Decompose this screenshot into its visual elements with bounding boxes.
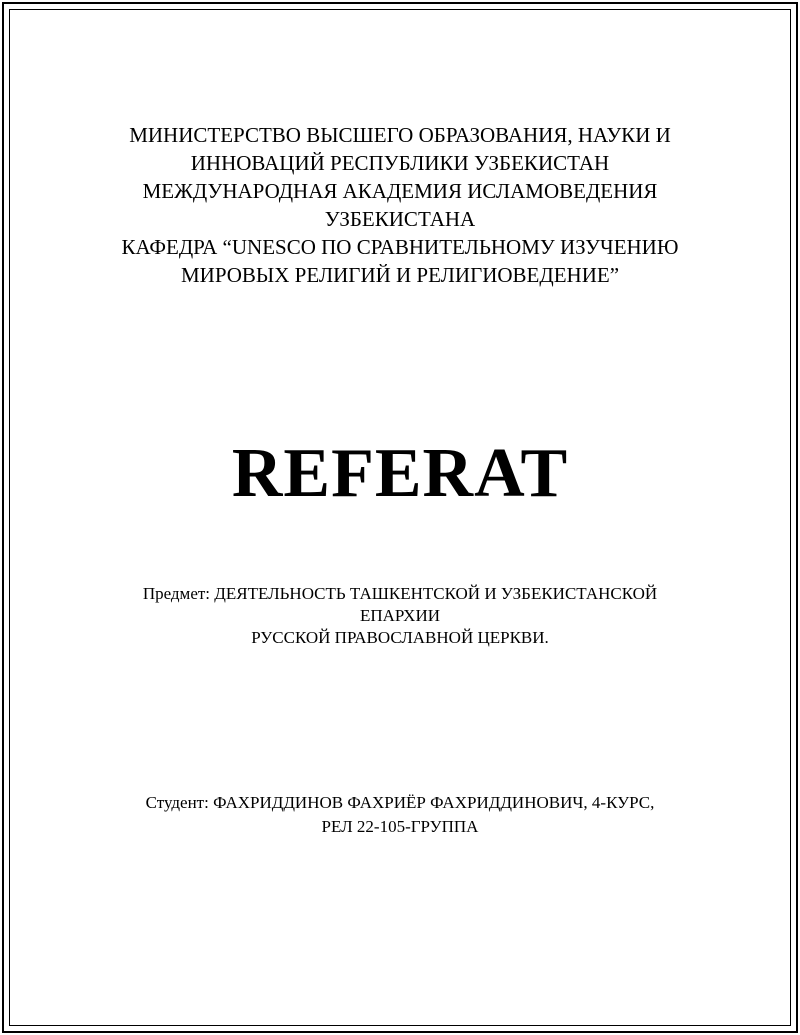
student-block <box>0 791 800 839</box>
subject-line: ЕПАРХИИ <box>359 606 441 625</box>
header-line: МЕЖДУНАРОДНАЯ АКАДЕМИЯ ИСЛАМОВЕДЕНИЯ <box>142 179 658 203</box>
header-line: КАФЕДРА “UNESCO ПО СРАВНИТЕЛЬНОМУ ИЗУЧЕНИЮ <box>121 235 679 259</box>
student-line: РЕЛ 22-105-ГРУППА <box>321 817 479 836</box>
subject-line: Предмет: ДЕЯТЕЛЬНОСТЬ ТАШКЕНТСКОЙ И УЗБЕКИСТАНСКОЙ <box>142 584 658 603</box>
header-line: МИНИСТЕРСТВО ВЫСШЕГО ОБРАЗОВАНИЯ, НАУКИ И <box>129 123 671 147</box>
header-line: МИРОВЫХ РЕЛИГИЙ И РЕЛИГИОВЕДЕНИЕ” <box>180 263 620 287</box>
header-line: УЗБЕКИСТАНА <box>324 207 476 231</box>
header-line: ИННОВАЦИЙ РЕСПУБЛИКИ УЗБЕКИСТАН <box>190 151 610 175</box>
subject-block <box>0 583 800 649</box>
document-title: REFERAT <box>231 435 569 512</box>
institution-header <box>0 121 800 289</box>
subject-line: РУССКОЙ ПРАВОСЛАВНОЙ ЦЕРКВИ. <box>251 628 549 647</box>
student-line: Студент: ФАХРИДДИНОВ ФАХРИЁР ФАХРИДДИНОВИЧ, 4-КУРС, <box>145 793 655 812</box>
